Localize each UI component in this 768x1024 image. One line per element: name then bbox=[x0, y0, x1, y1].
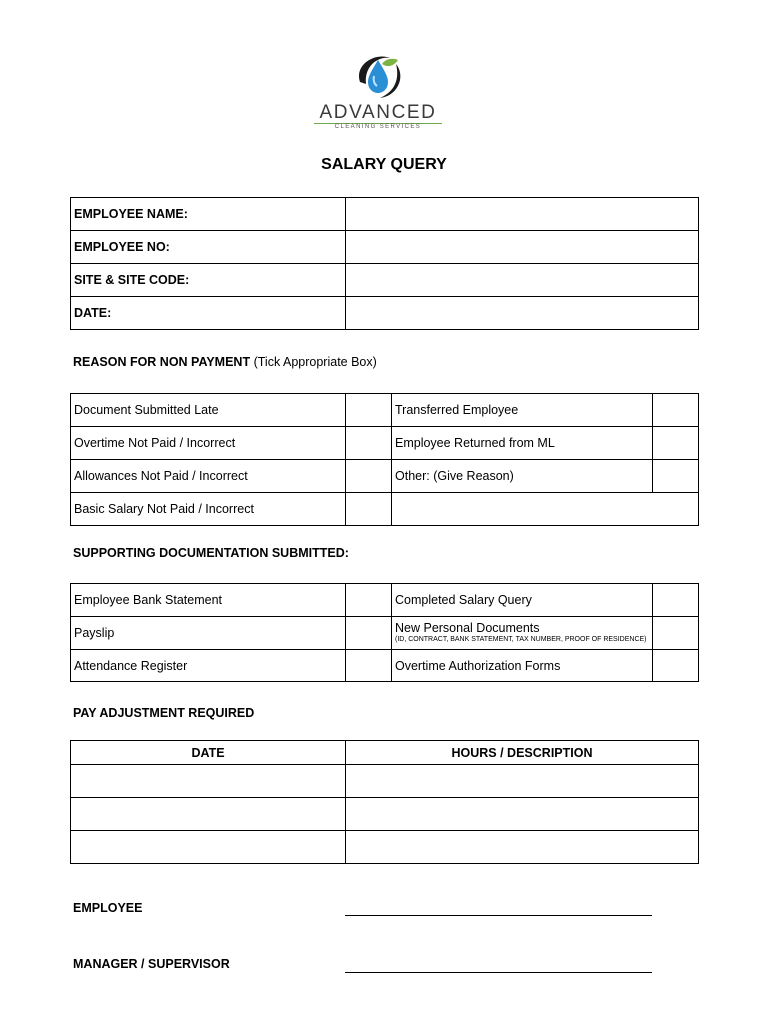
info-row bbox=[71, 297, 699, 330]
doc-option-label: Attendance Register bbox=[71, 650, 346, 682]
docs-heading-label: SUPPORTING DOCUMENTATION SUBMITTED: bbox=[73, 546, 349, 560]
doc-option-label: Completed Salary Query bbox=[392, 584, 653, 617]
pay-date-header: DATE bbox=[71, 741, 346, 765]
pay-hours-field[interactable] bbox=[346, 798, 699, 831]
employee-info-table bbox=[70, 197, 699, 330]
reason-heading bbox=[73, 355, 377, 369]
employee-no-field[interactable] bbox=[346, 231, 699, 264]
employee-signature-label: EMPLOYEE bbox=[73, 901, 143, 915]
doc-checkbox[interactable] bbox=[653, 650, 699, 682]
doc-checkbox[interactable] bbox=[346, 617, 392, 650]
company-logo bbox=[310, 50, 446, 134]
reason-option-label: Transferred Employee bbox=[392, 394, 653, 427]
docs-row bbox=[71, 584, 699, 617]
water-drop-leaf-icon bbox=[346, 50, 410, 102]
reason-option-label: Other: (Give Reason) bbox=[392, 460, 653, 493]
doc-option-label: Overtime Authorization Forms bbox=[392, 650, 653, 682]
reason-option-label: Employee Returned from ML bbox=[392, 427, 653, 460]
reason-table bbox=[70, 393, 699, 526]
reason-row bbox=[71, 493, 699, 526]
reason-checkbox[interactable] bbox=[653, 460, 699, 493]
logo-wordmark: ADVANCED bbox=[319, 102, 437, 123]
reason-checkbox[interactable] bbox=[653, 427, 699, 460]
pay-hours-field[interactable] bbox=[346, 831, 699, 864]
doc-option-label: Payslip bbox=[71, 617, 346, 650]
date-field[interactable] bbox=[346, 297, 699, 330]
doc-checkbox[interactable] bbox=[653, 584, 699, 617]
pay-hours-field[interactable] bbox=[346, 765, 699, 798]
pay-date-field[interactable] bbox=[71, 798, 346, 831]
info-row bbox=[71, 231, 699, 264]
reason-option-label: Document Submitted Late bbox=[71, 394, 346, 427]
pay-row bbox=[71, 798, 699, 831]
reason-checkbox[interactable] bbox=[653, 394, 699, 427]
reason-row bbox=[71, 394, 699, 427]
pay-row bbox=[71, 831, 699, 864]
employee-name-field[interactable] bbox=[346, 198, 699, 231]
info-row bbox=[71, 264, 699, 297]
site-code-label: SITE & SITE CODE: bbox=[71, 264, 346, 297]
reason-heading-note: (Tick Appropriate Box) bbox=[253, 355, 377, 369]
employee-signature-line[interactable] bbox=[345, 915, 652, 916]
employee-name-label: EMPLOYEE NAME: bbox=[71, 198, 346, 231]
reason-row bbox=[71, 427, 699, 460]
pay-date-field[interactable] bbox=[71, 765, 346, 798]
docs-row bbox=[71, 650, 699, 682]
doc-checkbox[interactable] bbox=[653, 617, 699, 650]
doc-option-label: Employee Bank Statement bbox=[71, 584, 346, 617]
doc-option-note: (ID, CONTRACT, BANK STATEMENT, TAX NUMBER, PROOF OF RESIDENCE) bbox=[395, 636, 647, 643]
employee-no-label: EMPLOYEE NO: bbox=[71, 231, 346, 264]
docs-heading bbox=[73, 546, 349, 560]
reason-checkbox[interactable] bbox=[346, 427, 392, 460]
site-code-field[interactable] bbox=[346, 264, 699, 297]
pay-hours-header: HOURS / DESCRIPTION bbox=[346, 741, 699, 765]
reason-option-label: Allowances Not Paid / Incorrect bbox=[71, 460, 346, 493]
manager-signature-line[interactable] bbox=[345, 972, 652, 973]
pay-header-row bbox=[71, 741, 699, 765]
page-title: SALARY QUERY bbox=[321, 156, 447, 173]
date-label: DATE: bbox=[71, 297, 346, 330]
doc-option-cell bbox=[392, 617, 653, 650]
pay-date-field[interactable] bbox=[71, 831, 346, 864]
docs-row bbox=[71, 617, 699, 650]
docs-table bbox=[70, 583, 699, 682]
pay-heading bbox=[73, 706, 254, 720]
doc-checkbox[interactable] bbox=[346, 650, 392, 682]
reason-checkbox[interactable] bbox=[346, 493, 392, 526]
manager-signature-label: MANAGER / SUPERVISOR bbox=[73, 957, 230, 971]
reason-row bbox=[71, 460, 699, 493]
other-reason-field[interactable] bbox=[392, 493, 699, 526]
reason-heading-label: REASON FOR NON PAYMENT bbox=[73, 355, 251, 369]
doc-checkbox[interactable] bbox=[346, 584, 392, 617]
pay-adjustment-table bbox=[70, 740, 699, 864]
pay-heading-label: PAY ADJUSTMENT REQUIRED bbox=[73, 706, 255, 720]
info-row bbox=[71, 198, 699, 231]
reason-checkbox[interactable] bbox=[346, 394, 392, 427]
reason-checkbox[interactable] bbox=[346, 460, 392, 493]
reason-option-label: Basic Salary Not Paid / Incorrect bbox=[71, 493, 346, 526]
reason-option-label: Overtime Not Paid / Incorrect bbox=[71, 427, 346, 460]
logo-tagline: CLEANING SERVICES bbox=[334, 124, 422, 130]
pay-row bbox=[71, 765, 699, 798]
doc-option-label: New Personal Documents bbox=[395, 621, 540, 635]
